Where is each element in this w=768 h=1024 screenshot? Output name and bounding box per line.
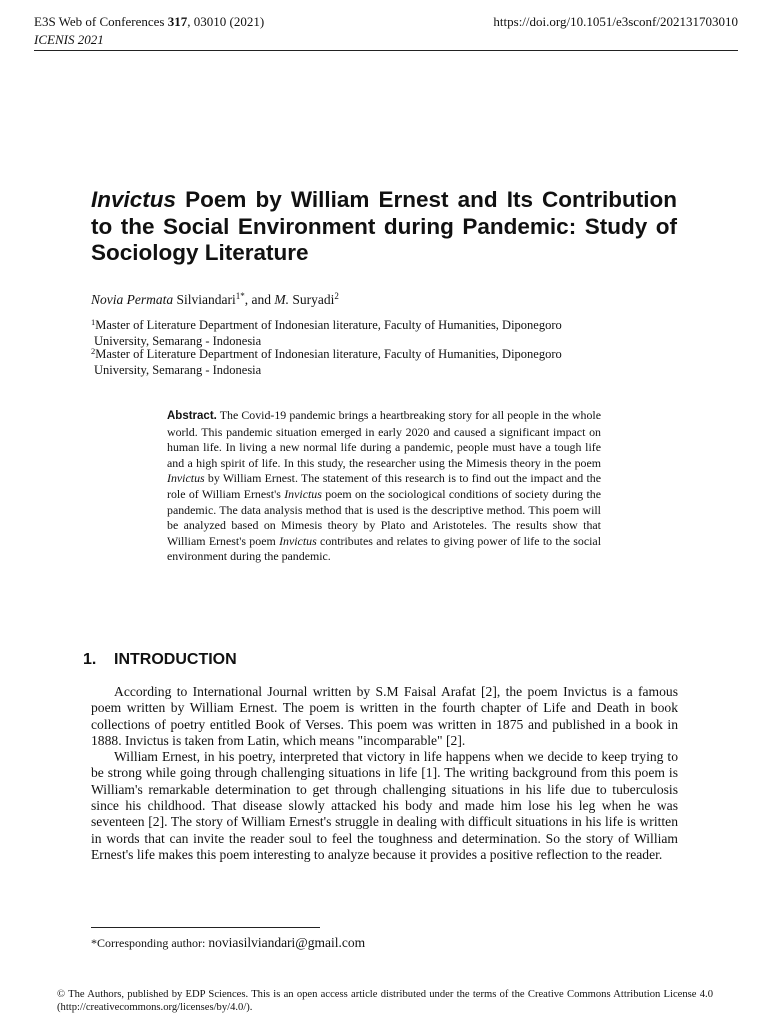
doi-link[interactable]: https://doi.org/10.1051/e3sconf/202131703010: [493, 14, 738, 29]
affiliation-1-line1: Master of Literature Department of Indonesian literature, Faculty of Humanities, Diponegoro: [95, 318, 562, 332]
abstract: [167, 408, 601, 565]
footnote-label: *Corresponding author:: [91, 936, 209, 950]
abstract-italic-1: Invictus: [167, 471, 205, 486]
license-notice: © The Authors, published by EDP Sciences. This is an open access article distributed under the terms of the Creative Commons Attribution License 4.0 (http://creativecommons.org/licenses/by/4.0/).: [57, 989, 713, 1013]
title-italic-word: Invictus: [91, 187, 177, 212]
author-2-affil: 2: [334, 291, 339, 301]
journal-name: E3S Web of Conferences: [34, 14, 168, 29]
affiliation-2-num: 2: [91, 346, 96, 356]
footnote-divider: [91, 927, 320, 928]
author-1-given: Novia Permata: [91, 292, 174, 307]
section-body: [91, 684, 678, 863]
section-title: INTRODUCTION: [114, 651, 237, 668]
article-number: , 03010 (2021): [187, 14, 265, 29]
footnote: [91, 935, 365, 951]
abstract-text-4: contributes and relates to giving power of life to the social environment during the pandemic.: [167, 533, 601, 564]
author-separator: , and: [244, 292, 275, 307]
title-text: Poem by William Ernest and Its Contribution to the Social Environment during Pandemic: Study of Sociology Literature: [91, 187, 677, 265]
header-divider: [34, 50, 738, 51]
author-2-given: M.: [274, 292, 289, 307]
paragraph-2: William Ernest, in his poetry, interpreted that victory in life happens when we decide to keep trying to be strong while going through challenging situations in life [1]. The writing background from this poem is William's remarkable determination to get through challenging situations in his life due to tuberculosis since his childhood. That disease slowly attacked his body and made him lose his leg when he was seventeen [2]. The story of William Ernest's struggle in dealing with difficult situations in his life is written in words that can invite the reader soul to feel the toughness and determination. So the story of William Ernest's life makes this poem interesting to analyze because it provides a positive reflection to the reader.: [91, 749, 678, 862]
affiliation-2-line1: Master of Literature Department of Indonesian literature, Faculty of Humanities, Diponegoro: [95, 347, 562, 361]
corresponding-email[interactable]: noviasilviandari@gmail.com: [208, 935, 366, 950]
section-number: 1.: [83, 651, 97, 668]
abstract-italic-3: Invictus: [279, 533, 317, 548]
abstract-text-3: poem on the sociological conditions of society during the pandemic. The data analysis method that is used is the descriptive method. This poem will be analyzed based on Mimesis theory by Plato and Aristoteles. The results show that William Ernest's poem: [167, 486, 601, 548]
abstract-italic-2: Invictus: [284, 486, 322, 501]
conference-name: ICENIS 2021: [34, 32, 104, 47]
abstract-text-1: The Covid-19 pandemic brings a heartbreaking story for all people in the whole world. This pandemic situation emerged in early 2020 and caused a significant impact on human life. In living a new normal life during a pandemic, people must have a tough life and a high spirit of life. In this study, the researcher using the Mimesis theory in the poem: [167, 408, 601, 470]
journal-volume: 317: [167, 14, 188, 29]
section-heading: [83, 651, 237, 669]
abstract-label: Abstract.: [167, 410, 217, 422]
affiliation-2-line2: University, Semarang - Indonesia: [94, 362, 262, 377]
paragraph-1: According to International Journal written by S.M Faisal Arafat [2], the poem Invictus is a famous poem written by William Ernest. The poem is written in the fourth chapter of Life and Death in book collections of poetry entitled Book of Verses. This poem was written in 1875 and published in a book in 1888. Invictus is taken from Latin, which means "incomparable" [2].: [91, 684, 678, 748]
affiliation-2: [91, 347, 691, 378]
author-1-affil: 1*: [235, 291, 245, 301]
affiliation-1-num: 1: [91, 317, 96, 327]
affiliation-1: [91, 318, 691, 349]
affiliation-1-line2: University, Semarang - Indonesia: [94, 333, 262, 348]
paper-title: [91, 187, 677, 267]
running-header-left: [34, 13, 264, 49]
author-list: [91, 292, 339, 308]
abstract-text-2: by William Ernest. The statement of this research is to find out the impact and the role of William Ernest's: [167, 471, 601, 501]
author-2-family: Suryadi: [289, 292, 335, 307]
journal-citation: [34, 13, 264, 31]
author-1-family: Silviandari: [173, 292, 236, 307]
